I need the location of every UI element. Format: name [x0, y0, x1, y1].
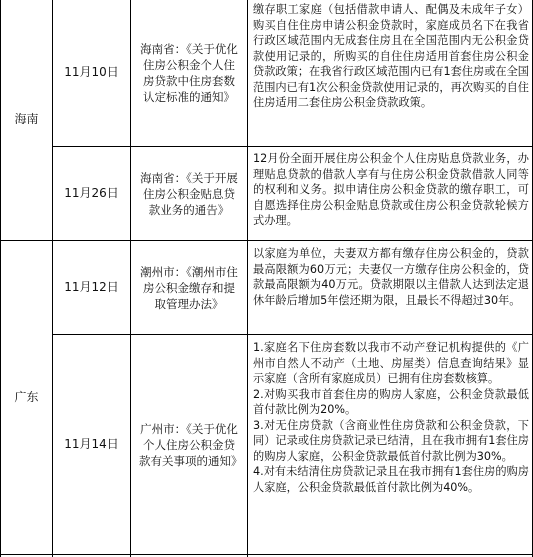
- content-cell: [248, 149, 532, 240]
- date-label: 11月14日: [64, 436, 119, 451]
- province-label: 海南: [14, 112, 39, 127]
- date-label: 11月12日: [64, 279, 119, 294]
- content-item: 1.家庭名下住房套数以我市不动产登记机构提供的《广州市自然人不动产（土地、房屋类）信息查询结果》显示家庭（含所有家庭成员）已拥有住房套数核算。: [253, 341, 529, 385]
- policy-name: 海南省：《关于开展住房公积金贴息贷款业务的通告》: [140, 170, 238, 217]
- policy-cell: [131, 0, 247, 146]
- date-label: 11月26日: [64, 185, 119, 200]
- policy-name: 广州市：《关于优化个人住房公积金贷款有关事项的通知》: [139, 421, 243, 468]
- province-cell: [1, 241, 52, 554]
- row-divider: [0, 554, 533, 555]
- policy-name: 海南省：《关于优化住房公积金个人住房贷款中住房套数认定标准的通知》: [140, 42, 238, 104]
- content-item: 4.对有未结清住房贷款记录且在我市拥有1套住房的购房人家庭，公积金贷款最低首付款比例为40%。: [253, 465, 529, 494]
- policy-name: 潮州市：《潮州市住房公积金缴存和提取管理办法》: [140, 264, 238, 311]
- date-cell: [53, 0, 130, 146]
- content-text: 12月份全面开展住房公积金个人住房贴息贷款业务，办理贴息贷款的借款人享有与住房公积金贷款借款人同等的权利和义务。拟申请住房公积金贷款的缴存职工，可自愿选择住房公积金贴息贷款或住房公积金贷款轮候方式办理。: [253, 152, 529, 227]
- content-cell: [248, 338, 532, 554]
- content-text: 以家庭为单位，夫妻双方都有缴存住房公积金的，贷款最高限额为60万元；夫妻仅一方缴存住房公积金的，贷款最高限额为40万元。贷款期限以主借款人达到法定退休年龄后增加5年偿还期为限，且最长不得超过30年。: [253, 247, 529, 307]
- content-cell: [248, 244, 532, 334]
- date-cell: [53, 241, 130, 334]
- date-cell: [53, 147, 130, 240]
- policy-cell: [131, 335, 247, 554]
- date-cell: [53, 335, 130, 554]
- policy-cell: [131, 241, 247, 334]
- content-item: 3.对无住房贷款（含商业性住房贷款和公积金贷款，下同）记录或住房贷款记录已结清，且在我市拥有1套住房的购房人家庭，公积金贷款最低首付款比例为30%。: [253, 418, 529, 463]
- date-label: 11月10日: [64, 65, 119, 80]
- policy-cell: [131, 147, 247, 240]
- content-cell: [248, 0, 532, 146]
- province-label: 广东: [14, 389, 39, 404]
- content-item: 2.对购买我市首套住房的购房人家庭，公积金贷款最低首付款比例为20%。: [253, 387, 529, 416]
- province-cell: [1, 0, 52, 240]
- content-text: 缴存职工家庭（包括借款申请人、配偶及未成年子女）购买自住住房申请公积金贷款时，家庭成员名下在我省行政区域范围内无成套住房且在全国范围内无公积金贷款使用记录的，所购买的自住住房适用首套住房公积金贷款政策；在我省行政区域范围内已有1套住房或在全国范围内已有1次公积金贷款使用记录的，再次购买的自住住房适用二套住房公积金贷款政策。: [253, 3, 529, 109]
